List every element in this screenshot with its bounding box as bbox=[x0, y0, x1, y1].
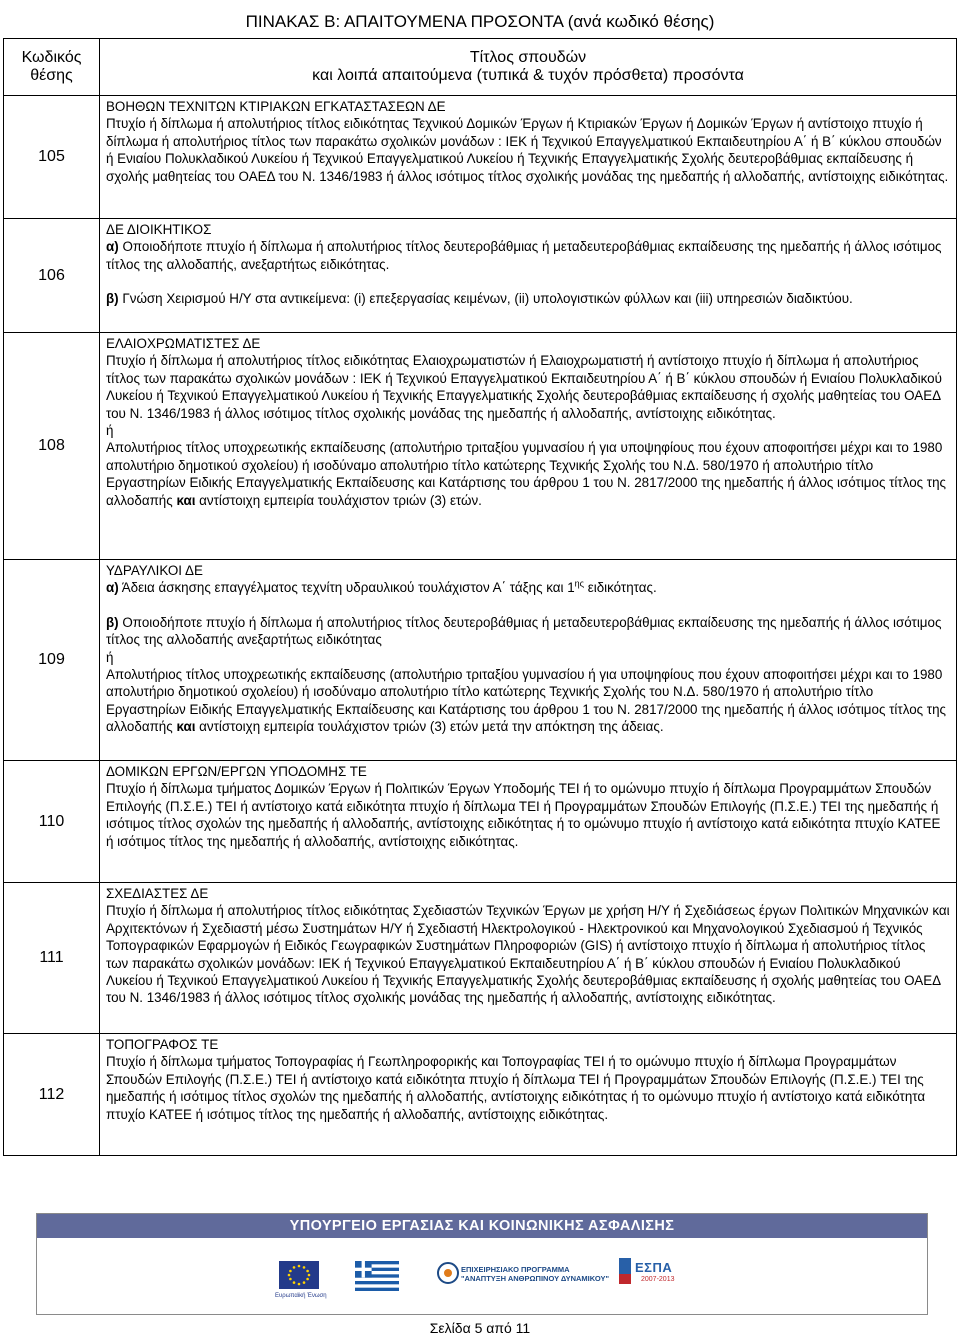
espa-logo-icon bbox=[617, 1256, 633, 1286]
funding-banner bbox=[36, 1213, 928, 1315]
position-description bbox=[100, 333, 957, 560]
requirement-text: αντίστοιχη εμπειρία τουλάχιστον τριών (3) ετών. bbox=[199, 492, 482, 508]
requirement-text: Οποιοδήποτε πτυχίο ή δίπλωμα ή απολυτήριος τίτλος δευτεροβάθμιας ή μεταδευτεροβάθμιας εκπαίδευσης της ημεδαπής ή άλλος ισότιμος τίτλος της αλλοδαπής, ανεξαρτήτως ειδικότητας. bbox=[106, 239, 942, 272]
logos-strip bbox=[37, 1238, 927, 1314]
position-title: ΒΟΗΘΩΝ ΤΕΧΝΙΤΩΝ ΚΤΙΡΙΑΚΩΝ ΕΓΚΑΤΑΣΤΑΣΕΩΝ ΔΕ bbox=[106, 99, 446, 114]
requirement-text: Απολυτήριος τίτλος υποχρεωτικής εκπαίδευσης (απολυτήριο τριταξίου γυμνασίου ή για υποψηφίους που έχουν αποφοιτήσει μέχρι και το 1980 απολυτήριο δημοτικού σχολείου) ή ισοδύναμο απολυτήριο τίτλο κατώτερης Τεχνικής Σχολής του Ν.Δ. 580/1970 ή απολυτήριο τίτλο Εργαστηρίων Ειδικής Επαγγελματικής Εκπαίδευσης και Κατάρτισης του άρθρου 1 του Ν. 2817/2000 της ημεδαπής ή άλλος ισότιμος τίτλος της αλλοδαπής bbox=[106, 440, 946, 508]
requirements-table bbox=[3, 38, 957, 1156]
espa-label: ΕΣΠΑ bbox=[635, 1260, 673, 1275]
position-title: ΤΟΠΟΓΡΑΦΟΣ ΤΕ bbox=[106, 1037, 219, 1052]
table-row bbox=[4, 560, 957, 761]
header-desc-line2: και λοιπά απαιτούμενα (τυπικά & τυχόν πρόσθετα) προσόντα bbox=[312, 67, 744, 84]
ministry-name: ΥΠΟΥΡΓΕΙΟ ΕΡΓΑΣΙΑΣ ΚΑΙ ΚΟΙΝΩΝΙΚΗΣ ΑΣΦΑΛΙΣΗΣ bbox=[37, 1214, 927, 1238]
table-row bbox=[4, 219, 957, 333]
requirement-text: Άδεια άσκησης επαγγέλματος τεχνίτη υδραυλικού τουλάχιστον Α΄ τάξης και 1 bbox=[121, 580, 575, 596]
programme-name bbox=[461, 1265, 611, 1283]
position-description bbox=[100, 560, 957, 761]
requirement-a bbox=[106, 238, 950, 273]
position-code: 106 bbox=[4, 219, 100, 333]
position-title: ΕΛΑΙΟΧΡΩΜΑΤΙΣΤΕΣ ΔΕ bbox=[106, 336, 261, 351]
table-row bbox=[4, 96, 957, 219]
table-row bbox=[4, 1034, 957, 1156]
item-label: α) bbox=[106, 580, 119, 596]
requirement-text: Πτυχίο ή δίπλωμα ή απολυτήριος τίτλος ειδικότητας Σχεδιαστών Τεχνικών Έργων με χρήση Η/Υ ή Σχεδιάσεως έργων Πολιτικών Μηχανικών και Αρχιτεκτόνων ή Σχεδιαστή μέσω Συστημάτων Η/Υ ή Σχεδιαστή Ηλεκτρολογικού - Ηλεκτρονικού και Μηχανολογικού Σχεδιασμού ή Τεχνικός Τοπογραφικών Εφαρμογών ή Ειδικός Γεωγραφικών Συστημάτων Πληροφοριών (GIS) ή αντίστοιχο πτυχίο ή δίπλωμα ή απολυτήριος τίτλος των παρακάτω σχολικών μονάδων: ΙΕΚ ή Τεχνικού Επαγγελματικού Εκπαιδευτηρίου Α΄ ή Β΄ κύκλου σπουδών ή Ενιαίου Πολυκλαδικού Λυκείου ή Τεχνικού Επαγγελματικού Λυκείου ή Τεχνικής Επαγγελματικής Σχολής δευτεροβάθμιας εκπαίδευσης ή σχολής μαθητείας του ΟΑΕΔ του Ν. 1346/1983 ή άλλος ισότιμος τίτλος σχολικής μονάδας της ημεδαπής ή αλλοδαπής, αντίστοιχης ειδικότητας. bbox=[106, 903, 950, 1006]
espa-years: 2007-2013 bbox=[641, 1276, 675, 1283]
ordinal-suffix: ης bbox=[574, 578, 585, 589]
table-header-row bbox=[4, 39, 957, 96]
table-row bbox=[4, 883, 957, 1034]
or-separator: ή bbox=[106, 423, 114, 439]
page-title: ΠΙΝΑΚΑΣ Β: ΑΠΑΙΤΟΥΜΕΝΑ ΠΡΟΣΟΝΤΑ (ανά κωδικό θέσης) bbox=[245, 12, 715, 31]
requirement-text: αντίστοιχη εμπειρία τουλάχιστον τριών (3) ετών μετά την απόκτηση της άδειας. bbox=[199, 719, 664, 735]
or-separator: ή bbox=[106, 649, 114, 665]
position-description bbox=[100, 1034, 957, 1156]
requirement-text: Απολυτήριος τίτλος υποχρεωτικής εκπαίδευσης (απολυτήριο τριταξίου γυμνασίου ή για υποψηφίους που έχουν αποφοιτήσει μέχρι και το 1980 απολυτήριο δημοτικού σχολείου) ή ισοδύναμο απολυτήριο τίτλο κατώτερης Τεχνικής Σχολής του Ν.Δ. 580/1970 ή απολυτήριο τίτλο Εργαστηρίων Ειδικής Επαγγελματικής Εκπαίδευσης και Κατάρτισης του άρθρου 1 του Ν. 2817/2000 της ημεδαπής ή άλλος ισότιμος τίτλος της αλλοδαπής bbox=[106, 667, 946, 735]
header-desc-line1: Τίτλος σπουδών bbox=[469, 49, 587, 66]
position-title: ΔΕ ΔΙΟΙΚΗΤΙΚΟΣ bbox=[106, 222, 212, 237]
position-title: ΔΟΜΙΚΩΝ ΕΡΓΩΝ/ΕΡΓΩΝ ΥΠΟΔΟΜΗΣ ΤΕ bbox=[106, 764, 367, 779]
item-label: β) bbox=[106, 614, 119, 630]
position-description bbox=[100, 96, 957, 219]
header-code-line2: θέσης bbox=[30, 67, 73, 84]
position-code: 109 bbox=[4, 560, 100, 761]
requirement-b bbox=[106, 614, 950, 649]
requirement-text: Γνώση Χειρισμού Η/Υ στα αντικείμενα: (i) επεξεργασίας κειμένων, (ii) υπολογιστικών φύλλων και (iii) υπηρεσιών διαδικτύου. bbox=[122, 291, 853, 307]
requirement-text: Πτυχίο ή δίπλωμα τμήματος Τοπογραφίας ή Γεωπληροφορικής και Τοπογραφίας ΤΕΙ ή το ομώνυμο πτυχίο ή δίπλωμα Προγραμμάτων Σπουδών Επιλογής (Π.Σ.Ε.) ΤΕΙ ή αντίστοιχο κατά ειδικότητα πτυχίο ή δίπλωμα ΤΕΙ ή Προγραμμάτων Σπουδών Επιλογής (Π.Σ.Ε.) ΤΕΙ της ημεδαπής ή ισότιμος τίτλος σχολών της ημεδαπής ή αλλοδαπής, αντίστοιχης ειδικότητας ή το ομώνυμο πτυχίο ή αντίστοιχο κατά ειδικότητα πτυχίο ΚΑΤΕΕ ή ισότιμος τίτλος της ημεδαπής ή αλλοδαπής, αντίστοιχης ειδικότητας. bbox=[106, 1054, 926, 1122]
item-label: α) bbox=[106, 239, 119, 255]
header-description bbox=[100, 39, 957, 96]
requirement-text: Πτυχίο ή δίπλωμα ή απολυτήριος τίτλος ειδικότητας Ελαιοχρωματιστών ή Ελαιοχρωματιστή ή αντίστοιχο πτυχίο ή δίπλωμα ή απολυτήριος τίτλος των παρακάτω σχολικών μονάδων : ΙΕΚ ή Τεχνικού Επαγγελματικού Εκπαιδευτηρίου Α΄ ή Β΄ κύκλου σπουδών ή Ενιαίου Πολυκλαδικού Λυκείου ή Τεχνικού Επαγγελματικού Λυκείου ή Τεχνικής Επαγγελματικής Σχολής δευτεροβάθμιας εκπαίδευσης ή σχολής μαθητείας του ΟΑΕΔ του Ν. 1346/1983 ή άλλος ισότιμος τίτλος σχολικής μονάδας της ημεδαπής ή αλλοδαπής, αντίστοιχης ειδικότητας. bbox=[106, 353, 942, 421]
table-row bbox=[4, 333, 957, 560]
position-code: 105 bbox=[4, 96, 100, 219]
programme-line2: "ΑΝΑΠΤΥΞΗ ΑΝΘΡΩΠΙΝΟΥ ΔΥΝΑΜΙΚΟΥ" bbox=[461, 1274, 610, 1283]
greek-flag-icon bbox=[355, 1261, 399, 1291]
position-title: ΥΔΡΑΥΛΙΚΟΙ ΔΕ bbox=[106, 563, 203, 578]
emphasis: και bbox=[176, 719, 196, 735]
position-code: 110 bbox=[4, 761, 100, 883]
requirement-text: Πτυχίο ή δίπλωμα ή απολυτήριος τίτλος ειδικότητας Τεχνικού Δομικών Έργων ή Κτιριακών Έργων ή Δομικών Έργων ή αντίστοιχο πτυχίο ή δίπλωμα ή απολυτήριος τίτλος των παρακάτω σχολικών μονάδων : ΙΕΚ ή Τεχνικού Επαγγελματικού Εκπαιδευτηρίου Α΄ ή Β΄ κύκλου σπουδών ή Ενιαίου Πολυκλαδικού Λυκείου ή Τεχνικού Επαγγελματικού Λυκείου ή Τεχνικής Επαγγελματικής Σχολής δευτεροβάθμιας εκπαίδευσης ή σχολής μαθητείας του ΟΑΕΔ του Ν. 1346/1983 ή άλλος ισότιμος τίτλος σχολικής μονάδας της ημεδαπής ή αλλοδαπής, αντίστοιχης ειδικότητας. bbox=[106, 116, 949, 184]
programme-line1: ΕΠΙΧΕΙΡΗΣΙΑΚΟ ΠΡΟΓΡΑΜΜΑ bbox=[461, 1265, 570, 1274]
requirement-b bbox=[106, 290, 950, 307]
requirement-text-alt bbox=[106, 666, 950, 736]
eu-label: Ευρωπαϊκή Ένωση bbox=[275, 1293, 327, 1299]
table-row bbox=[4, 761, 957, 883]
programme-logo-icon bbox=[437, 1262, 459, 1284]
requirement-text: ειδικότητας. bbox=[587, 580, 657, 596]
header-code bbox=[4, 39, 100, 96]
position-description bbox=[100, 761, 957, 883]
page-number: Σελίδα 5 από 11 bbox=[429, 1320, 531, 1336]
requirement-text: Οποιοδήποτε πτυχίο ή δίπλωμα ή απολυτήριος τίτλος δευτεροβάθμιας ή μεταδευτεροβάθμιας εκπαίδευσης της ημεδαπής ή άλλος ισότιμος τίτλος της αλλοδαπής ανεξαρτήτως ειδικότητας bbox=[106, 614, 942, 648]
position-title: ΣΧΕΔΙΑΣΤΕΣ ΔΕ bbox=[106, 886, 209, 901]
requirement-text-alt bbox=[106, 439, 950, 509]
position-code: 111 bbox=[4, 883, 100, 1034]
position-description bbox=[100, 219, 957, 333]
position-description bbox=[100, 883, 957, 1034]
emphasis: και bbox=[176, 492, 196, 508]
header-code-line1: Κωδικός bbox=[21, 49, 82, 66]
position-code: 108 bbox=[4, 333, 100, 560]
eu-flag-icon bbox=[279, 1261, 319, 1289]
requirement-text: Πτυχίο ή δίπλωμα τμήματος Δομικών Έργων ή Πολιτικών Έργων Υποδομής ΤΕΙ ή το ομώνυμο πτυχίο ή δίπλωμα Προγραμμάτων Σπουδών Επιλογής (Π.Σ.Ε.) ΤΕΙ ή αντίστοιχο κατά ειδικότητα πτυχίο ή δίπλωμα ΤΕΙ ή Προγραμμάτων Σπουδών Επιλογής (Π.Σ.Ε.) ΤΕΙ της ημεδαπής ή ισότιμος τίτλος σχολών της ημεδαπής ή αλλοδαπής, αντίστοιχης ειδικότητας ή το ομώνυμο πτυχίο ή αντίστοιχο κατά ειδικότητα πτυχίο ΚΑΤΕΕ ή ισότιμος τίτλος της ημεδαπής ή αλλοδαπής, αντίστοιχης ειδικότητας. bbox=[106, 781, 941, 849]
position-code: 112 bbox=[4, 1034, 100, 1156]
requirement-a bbox=[106, 579, 950, 596]
item-label: β) bbox=[106, 291, 119, 307]
